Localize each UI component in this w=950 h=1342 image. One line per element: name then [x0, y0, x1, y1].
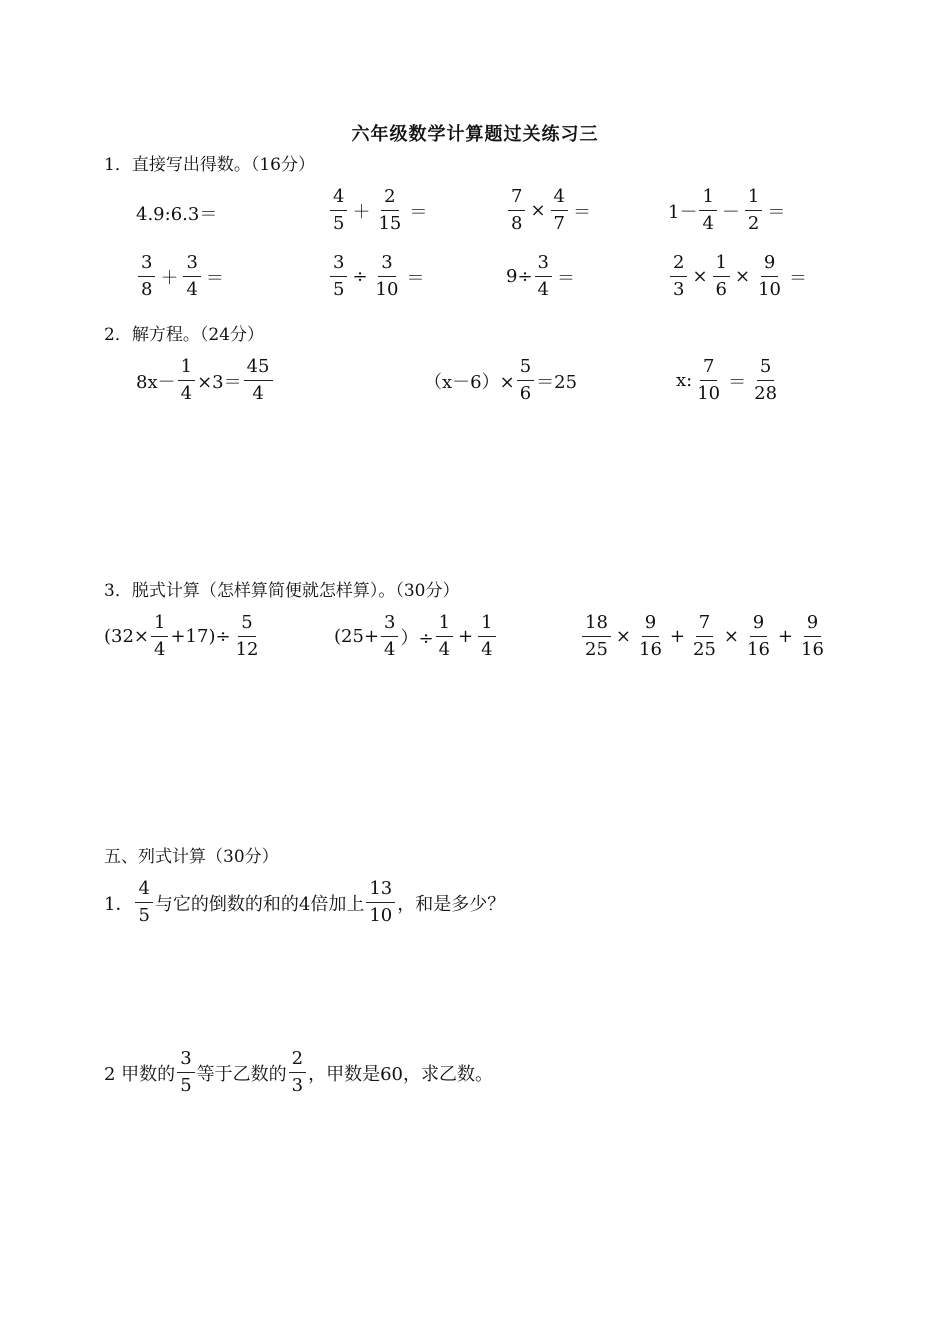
numerator: 7 [508, 188, 525, 211]
expr-text: 4.9:6.3＝ [136, 204, 218, 225]
fraction [670, 254, 687, 299]
operator: ÷ [352, 266, 368, 287]
denominator: 6 [519, 383, 532, 404]
s5-question-2 [104, 1050, 493, 1095]
numerator: 3 [177, 1050, 194, 1073]
equals: ＝ [205, 267, 224, 289]
s1-expr-5 [136, 254, 227, 299]
denominator: 8 [141, 279, 153, 300]
denominator: 6 [715, 279, 727, 300]
operator: ＋ [352, 201, 371, 223]
expr-prefix: (32× [104, 626, 150, 647]
denominator: 25 [585, 639, 608, 660]
operator: ＋ [160, 267, 179, 289]
s1-expr-4 [668, 188, 788, 233]
fraction [183, 254, 200, 299]
fraction [636, 614, 665, 659]
numerator: 1 [699, 188, 716, 211]
fraction [745, 188, 762, 233]
fraction [551, 188, 568, 233]
fraction [375, 188, 404, 233]
numerator: 1 [478, 614, 495, 637]
denominator: 4 [702, 213, 714, 234]
expr-middle: ×3＝ [197, 371, 242, 393]
equals: ＝ [767, 201, 786, 223]
fraction [233, 614, 262, 659]
denominator: 7 [553, 213, 565, 234]
fraction [366, 880, 395, 925]
numerator: 4 [135, 880, 152, 903]
numerator: 1 [178, 358, 195, 381]
operator: + [669, 626, 685, 647]
numerator: 5 [517, 358, 534, 381]
denominator: 16 [801, 639, 824, 660]
question-suffix: ，甲数是60，求乙数。 [308, 1063, 493, 1085]
numerator: 3 [378, 254, 395, 277]
operator: + [777, 626, 793, 647]
numerator: 13 [366, 880, 395, 903]
s1-expr-6 [328, 254, 427, 299]
numerator: 9 [804, 614, 821, 637]
operator: － [721, 201, 740, 223]
fraction [694, 358, 723, 403]
operator: × [723, 626, 739, 647]
operator: + [458, 626, 474, 647]
numerator: 5 [757, 358, 774, 381]
fraction [798, 614, 827, 659]
fraction [582, 614, 611, 659]
fraction [177, 1050, 194, 1095]
fraction [699, 188, 716, 233]
fraction [135, 880, 152, 925]
equals: ＝ [789, 267, 807, 289]
expr-suffix: ＝25 [536, 371, 578, 393]
denominator: 16 [747, 639, 770, 660]
s2-equation-1 [136, 358, 275, 403]
numerator: 7 [700, 358, 717, 381]
denominator: 3 [673, 279, 685, 300]
fraction [330, 254, 347, 299]
numerator: 2 [670, 254, 687, 277]
question-suffix: ，和是多少？ [397, 893, 506, 915]
denominator: 4 [438, 639, 451, 660]
equals: ＝ [573, 201, 591, 223]
numerator: 2 [381, 188, 398, 211]
fraction [151, 614, 168, 659]
s1-expr-2 [328, 188, 430, 233]
numerator: 3 [183, 254, 200, 277]
operator: × [615, 626, 631, 647]
denominator: 4 [481, 639, 493, 660]
equals: ＝ [409, 201, 428, 223]
denominator: 5 [180, 1075, 192, 1096]
fraction [289, 1050, 306, 1095]
s2-equation-3 [676, 358, 782, 403]
numerator: 1 [436, 614, 453, 637]
numerator: 4 [551, 188, 568, 211]
numerator: 1 [713, 254, 730, 277]
denominator: 4 [252, 383, 264, 404]
denominator: 8 [511, 213, 523, 234]
section2-heading: 2．解方程。（24分） [104, 325, 264, 345]
fraction [508, 188, 525, 233]
denominator: 10 [375, 279, 399, 300]
fraction [535, 254, 552, 299]
expr-middle: ）÷ [400, 627, 434, 649]
fraction [381, 614, 398, 659]
question-number: 2 甲数的 [104, 1063, 176, 1085]
denominator: 4 [537, 279, 549, 300]
question-number: 1． [104, 893, 134, 915]
numerator: 5 [238, 614, 255, 637]
s3-calc-3 [580, 614, 829, 659]
expr-prefix: 8x－ [136, 371, 176, 393]
fraction [330, 188, 347, 233]
denominator: 15 [378, 213, 402, 234]
fraction [478, 614, 495, 659]
numerator: 9 [642, 614, 659, 637]
denominator: 25 [693, 639, 716, 660]
numerator: 7 [696, 614, 713, 637]
numerator: 2 [289, 1050, 306, 1073]
fraction [755, 254, 784, 299]
equals: ＝ [406, 267, 425, 289]
question-middle: 等于乙数的 [196, 1063, 287, 1085]
denominator: 2 [747, 213, 760, 234]
denominator: 3 [291, 1075, 304, 1096]
numerator: 3 [381, 614, 398, 637]
section1-heading: 1．直接写出得数。（16分） [104, 155, 315, 175]
numerator: 3 [138, 254, 155, 277]
question-middle: 与它的倒数的和的4倍加上 [154, 893, 365, 915]
equals: ＝ [557, 267, 575, 289]
numerator: 3 [330, 254, 347, 277]
denominator: 4 [186, 279, 198, 300]
expr-middle: +17)÷ [170, 626, 231, 647]
numerator: 9 [761, 254, 778, 277]
expr-prefix: 1－ [668, 201, 698, 223]
expr-prefix: (25+ [334, 626, 380, 647]
fraction [751, 358, 780, 403]
operator: × [530, 200, 546, 221]
s5-question-1 [104, 880, 505, 925]
expr-prefix: 9÷ [506, 266, 533, 287]
denominator: 12 [235, 639, 259, 660]
expr-prefix: x: [676, 370, 693, 391]
denominator: 10 [697, 383, 721, 404]
s1-expr-7 [506, 254, 578, 299]
numerator: 1 [151, 614, 168, 637]
s1-expr-3 [506, 188, 594, 233]
numerator: 3 [535, 254, 552, 277]
denominator: 10 [758, 279, 781, 300]
denominator: 5 [333, 213, 345, 234]
denominator: 4 [384, 639, 396, 660]
s3-calc-2 [334, 614, 498, 659]
denominator: 4 [180, 383, 193, 404]
denominator: 5 [333, 279, 345, 300]
denominator: 4 [154, 639, 166, 660]
operator: × [735, 266, 751, 287]
fraction [744, 614, 773, 659]
section5-heading: 五、列式计算（30分） [104, 847, 279, 867]
denominator: 5 [138, 905, 150, 926]
numerator: 4 [330, 188, 347, 211]
fraction [517, 358, 534, 403]
numerator: 18 [582, 614, 611, 637]
fraction [690, 614, 719, 659]
fraction [244, 358, 273, 403]
s1-expr-1 [136, 200, 217, 226]
fraction [178, 358, 195, 403]
expr-prefix: （x－6）× [424, 371, 515, 393]
fraction [713, 254, 730, 299]
numerator: 1 [745, 188, 762, 211]
page-title: 六年级数学计算题过关练习三 [351, 124, 599, 145]
numerator: 9 [750, 614, 767, 637]
s3-calc-1 [104, 614, 263, 659]
numerator: 45 [244, 358, 273, 381]
equals: ＝ [728, 371, 747, 393]
fraction [373, 254, 402, 299]
denominator: 16 [639, 639, 662, 660]
fraction [436, 614, 453, 659]
section3-heading: 3．脱式计算（怎样算简便就怎样算）。（30分） [104, 581, 460, 601]
operator: × [692, 266, 708, 287]
denominator: 28 [754, 383, 778, 404]
denominator: 10 [369, 905, 393, 926]
fraction [138, 254, 155, 299]
s1-expr-8 [668, 254, 810, 299]
s2-equation-2 [424, 358, 577, 403]
